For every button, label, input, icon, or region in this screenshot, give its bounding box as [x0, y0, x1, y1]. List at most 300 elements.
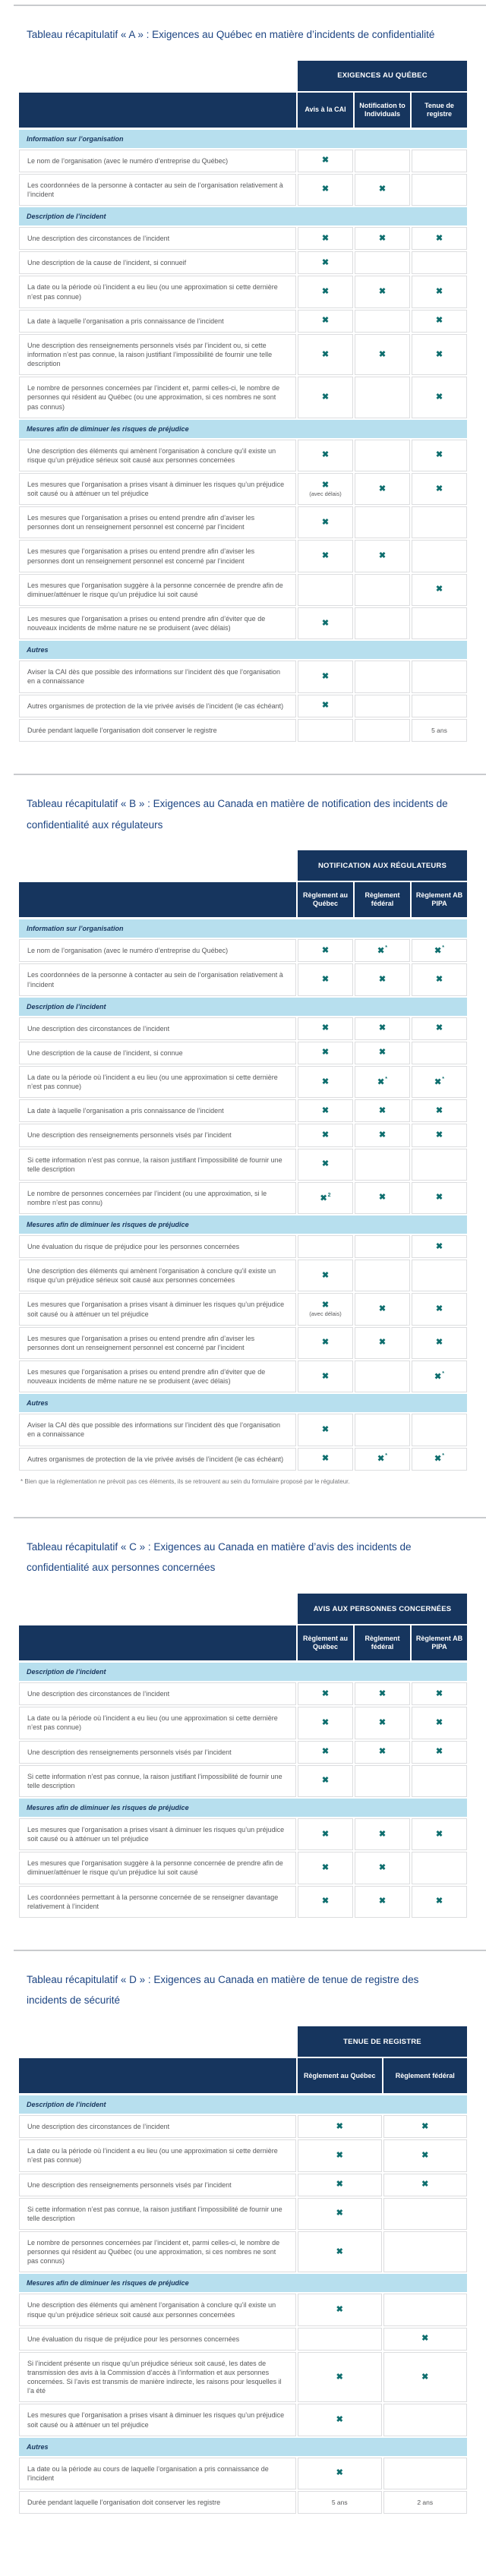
requirement-label: Les mesures que l’organisation a prises ou entend prendre afin d’éviter que de nouveaux incidents de même nature ne se produisent (avec délais): [19, 607, 296, 639]
group-header: NOTIFICATION AUX RÉGULATEURS: [298, 850, 467, 881]
check-cell: [298, 574, 353, 606]
requirement-label: Les mesures que l’organisation suggère à la personne concernée de prendre afin de diminuer/atténuer le risque qu’un préjudice lui soit causé: [19, 574, 296, 606]
check-cell: [383, 2328, 468, 2351]
table-row: [19, 719, 467, 742]
requirement-label: Aviser la CAI dès que possible des informations sur l’incident dès que l’organisation en a connaissance: [19, 1414, 296, 1446]
check-icon: ✖: [435, 1023, 443, 1033]
check-cell: [298, 2139, 382, 2171]
check-cell: [298, 2294, 382, 2325]
check-icon: ✖: [378, 349, 387, 359]
check-icon: ✖: [378, 233, 387, 243]
requirement-label: Une description des éléments qui amènent l’organisation à conclure qu’il existe un risque qu’un préjudice sérieux soit causé aux personnes concernées: [19, 1260, 296, 1291]
check-cell: [412, 334, 467, 375]
note-marker: 2: [327, 1192, 331, 1198]
column-header-spacer: [19, 1625, 296, 1660]
column-header: Notification to Individuals: [355, 93, 410, 128]
check-icon: ✖: [435, 316, 443, 326]
table-row: [19, 310, 467, 333]
check-cell: [298, 2404, 382, 2436]
check-note: (avec délais): [309, 490, 342, 497]
check-icon: ✖: [435, 233, 443, 243]
requirement-label: Le nom de l’organisation (avec le numéro d’entreprise du Québec): [19, 939, 296, 962]
check-cell: [298, 1852, 353, 1884]
check-icon: ✖: [321, 1747, 330, 1757]
check-cell: [355, 1707, 410, 1739]
table-row: [19, 1852, 467, 1884]
check-cell: [298, 251, 353, 274]
section-header: Information sur l’organisation: [19, 919, 467, 938]
table-row: [19, 1042, 467, 1064]
check-icon: ✖: [435, 1105, 443, 1115]
check-icon: ✖*: [377, 1453, 387, 1464]
check-cell: [412, 540, 467, 572]
requirement-label: Le nombre de personnes concernées par l’incident (ou une approximation, si le nombre n’est pas connu): [19, 1182, 296, 1214]
requirement-label: La date ou la période où l’incident a eu lieu (ou une approximation si cette dernière n’est pas connue): [19, 1066, 296, 1098]
check-cell: 5 ans: [298, 2491, 382, 2514]
check-cell: [412, 310, 467, 333]
footnote-marker: *: [385, 1076, 387, 1082]
check-cell: [355, 334, 410, 375]
check-icon: ✖: [435, 1688, 443, 1698]
table-row: [19, 2139, 467, 2171]
check-cell: [298, 1017, 353, 1040]
section-header: Description de l’incident: [19, 2095, 467, 2114]
requirement-label: La date ou la période où l’incident a eu lieu (ou une approximation si cette dernière n’est pas connue): [19, 1707, 296, 1739]
check-cell: [298, 310, 353, 333]
table-row: [19, 2458, 467, 2489]
check-icon: ✖: [421, 2150, 429, 2160]
check-icon: ✖: [435, 287, 443, 297]
group-header-row: [19, 850, 467, 881]
table-row: [19, 2404, 467, 2436]
check-cell: [298, 540, 353, 572]
group-header-spacer: [19, 61, 296, 91]
check-cell: [355, 251, 410, 274]
section-header: Mesures afin de diminuer les risques de préjudice: [19, 2274, 467, 2292]
table-row: [19, 150, 467, 172]
check-cell: [355, 1099, 410, 1122]
table-row: [19, 2328, 467, 2351]
check-icon: ✖: [336, 2209, 343, 2218]
group-header: TENUE DE REGISTRE: [298, 2026, 467, 2057]
check-note: (avec délais): [309, 1310, 342, 1318]
check-icon: ✖: [378, 1688, 387, 1698]
table-row: [19, 174, 467, 206]
requirement-label: Une évaluation du risque de préjudice pour les personnes concernées: [19, 2328, 296, 2351]
check-cell: [355, 1017, 410, 1040]
requirement-label: La date à laquelle l’organisation a pris connaissance de l’incident: [19, 1099, 296, 1122]
requirement-label: Les mesures que l’organisation a prises visant à diminuer les risques qu’un préjudice soit causé ou à atténuer un tel préjudice: [19, 1818, 296, 1850]
check-icon: ✖: [321, 349, 330, 359]
table-title: Tableau récapitulatif « D » : Exigences au Canada en matière de tenue de registre des incidents de sécurité: [27, 1973, 419, 2007]
check-cell: [412, 473, 467, 505]
check-cell: [298, 1765, 353, 1797]
table-row: [19, 695, 467, 717]
check-cell: [412, 1235, 467, 1258]
footnote-marker: *: [442, 1453, 444, 1459]
check-cell: [383, 2115, 468, 2138]
check-icon: ✖: [378, 1105, 387, 1115]
footnote-marker: *: [442, 944, 444, 951]
column-header-row: [19, 882, 467, 917]
check-cell: [298, 1327, 353, 1359]
check-cell: [298, 939, 353, 962]
check-icon: ✖: [321, 618, 330, 628]
check-cell: [355, 1066, 410, 1098]
check-cell: [298, 2174, 382, 2196]
requirement-label: Durée pendant laquelle l’organisation doit conserver les registre: [19, 2491, 296, 2514]
check-cell: [412, 1293, 467, 1325]
check-icon: ✖*: [434, 1370, 444, 1382]
section-header: Mesures afin de diminuer les risques de préjudice: [19, 420, 467, 438]
check-cell: [412, 1182, 467, 1214]
requirement-label: Une description des circonstances de l’incident: [19, 1017, 296, 1040]
check-cell: [383, 2174, 468, 2196]
check-cell: [298, 2352, 382, 2403]
section-divider: [14, 774, 486, 775]
check-cell: [355, 1235, 410, 1258]
requirement-label: Le nombre de personnes concernées par l’incident et, parmi celles-ci, le nombre de personnes qui résident au Québec (ou une approximation, si ces nombres ne sont pas connus): [19, 2231, 296, 2272]
check-cell: [412, 506, 467, 538]
section-divider: [14, 1517, 486, 1518]
check-cell: [298, 473, 353, 505]
table-row: [19, 1293, 467, 1325]
check-icon: ✖: [336, 2121, 343, 2131]
check-cell: [355, 310, 410, 333]
table-body: [19, 2095, 467, 2514]
check-icon: ✖: [435, 1193, 443, 1203]
check-icon: ✖: [321, 316, 330, 326]
check-icon: ✖: [321, 1105, 330, 1115]
section-divider: [14, 1950, 486, 1951]
table-row: [19, 2491, 467, 2514]
check-cell: [298, 2198, 382, 2230]
check-cell: [355, 1124, 410, 1146]
section-header: Autres: [19, 2438, 467, 2456]
check-icon: ✖*: [434, 944, 444, 956]
table-row: [19, 1682, 467, 1705]
check-icon: ✖: [378, 287, 387, 297]
check-icon: ✖: [321, 1048, 330, 1058]
check-icon: ✖: [336, 2150, 343, 2160]
summary-table-block: [19, 5, 467, 742]
column-header-row: [19, 93, 467, 128]
table-row: [19, 251, 467, 274]
check-cell: [298, 1182, 353, 1214]
check-cell: [355, 473, 410, 505]
check-cell: [412, 1741, 467, 1764]
table-row: [19, 1182, 467, 1214]
check-icon: ✖: [321, 156, 330, 166]
column-header: Règlement au Québec: [298, 882, 353, 917]
table-row: [19, 1818, 467, 1850]
check-cell: [412, 1448, 467, 1471]
check-cell: [355, 150, 410, 172]
check-icon: ✖: [321, 517, 330, 527]
check-cell: [412, 1260, 467, 1291]
section-header: Description de l’incident: [19, 1663, 467, 1681]
check-cell: [355, 174, 410, 206]
table-row: [19, 1017, 467, 1040]
check-cell: [355, 377, 410, 418]
section-header: Information sur l’organisation: [19, 130, 467, 148]
check-cell: [355, 661, 410, 692]
check-cell: [412, 661, 467, 692]
check-cell: [355, 1042, 410, 1064]
table-row: [19, 1124, 467, 1146]
requirement-label: La date ou la période où l’incident a eu lieu (ou une approximation si cette dernière n’est pas connue): [19, 276, 296, 307]
check-cell: [298, 1149, 353, 1181]
requirement-label: La date à laquelle l’organisation a pris connaissance de l’incident: [19, 310, 296, 333]
table-row: [19, 2115, 467, 2138]
requirement-label: La date ou la période au cours de laquelle l’organisation a pris connaissance de l’incident: [19, 2458, 296, 2489]
check-icon: ✖: [321, 1424, 330, 1434]
check-cell: 5 ans: [412, 719, 467, 742]
check-cell: [355, 1852, 410, 1884]
requirement-label: Une description des circonstances de l’incident: [19, 1682, 296, 1705]
check-cell: [412, 440, 467, 471]
check-cell: [383, 2458, 468, 2489]
requirement-label: Autres organismes de protection de la vie privée avisés de l’incident (le cas échéant): [19, 695, 296, 717]
check-icon: ✖: [336, 2468, 343, 2478]
check-cell: [355, 1182, 410, 1214]
group-header-row: [19, 2026, 467, 2057]
requirement-label: Une description des éléments qui amènent l’organisation à conclure qu’il existe un risque qu’un préjudice sérieux soit causé aux personnes concernées: [19, 2294, 296, 2325]
requirement-label: Une description des circonstances de l’incident: [19, 227, 296, 250]
check-icon: ✖: [321, 1371, 330, 1381]
check-cell: [412, 1852, 467, 1884]
check-cell: [412, 1149, 467, 1181]
requirement-label: Les coordonnées permettant à la personne concernée de se renseigner davantage relativement à l’incident: [19, 1886, 296, 1918]
table-row: [19, 227, 467, 250]
check-cell: [355, 607, 410, 639]
check-icon: ✖: [378, 1897, 387, 1906]
check-cell: [412, 963, 467, 995]
check-icon: ✖: [321, 184, 330, 194]
check-cell: [355, 939, 410, 962]
table-row: [19, 2231, 467, 2272]
check-icon: ✖: [321, 1776, 330, 1786]
check-cell: [355, 506, 410, 538]
check-cell: [298, 719, 353, 742]
table-row: [19, 1066, 467, 1098]
table-title: Tableau récapitulatif « A » : Exigences au Québec en matière d’incidents de confidentialité: [27, 29, 435, 40]
check-cell: [355, 1293, 410, 1325]
check-cell: [412, 1361, 467, 1392]
requirement-label: Une description des éléments qui amènent l’organisation à conclure qu’il existe un risque qu’un préjudice sérieux soit causé aux personnes concernées: [19, 440, 296, 471]
column-header: Règlement fédéral: [355, 1625, 410, 1660]
requirement-label: Les mesures que l’organisation suggère à la personne concernée de prendre afin de diminuer/atténuer le risque qu’un préjudice lui soit causé: [19, 1852, 296, 1884]
check-icon: ✖: [321, 701, 330, 711]
check-icon: ✖: [421, 2372, 429, 2382]
requirement-label: Les mesures que l’organisation a prises ou entend prendre afin d’aviser les personnes dont un renseignement personnel est concerné par l’incident: [19, 1327, 296, 1359]
check-cell: [412, 150, 467, 172]
check-cell: [298, 1124, 353, 1146]
check-cell: [355, 1327, 410, 1359]
table-row: [19, 939, 467, 962]
check-cell: [298, 2115, 382, 2138]
requirement-label: Si cette information n’est pas connue, la raison justifiant l’impossibilité de fournir une telle description: [19, 2198, 296, 2230]
check-icon: ✖: [321, 1688, 330, 1698]
requirement-label: Une évaluation du risque de préjudice pour les personnes concernées: [19, 1235, 296, 1258]
check-icon: ✖: [378, 1304, 387, 1314]
check-cell: [412, 574, 467, 606]
section-header: Description de l’incident: [19, 207, 467, 225]
check-cell: [298, 2458, 382, 2489]
check-icon: ✖: [378, 1338, 387, 1348]
table-title: Tableau récapitulatif « B » : Exigences au Canada en matière de notification des incidents de confidentialité aux régulateurs: [27, 797, 448, 831]
check-icon: ✖: [321, 480, 330, 490]
check-icon: ✖: [321, 233, 330, 243]
check-cell: [412, 1042, 467, 1064]
check-cell: [355, 1414, 410, 1446]
table-row: [19, 1414, 467, 1446]
section-header: Description de l’incident: [19, 998, 467, 1016]
check-icon: ✖$^2$: [320, 1192, 331, 1203]
check-cell: [412, 251, 467, 274]
summary-table-block: [19, 774, 467, 1485]
table-row: [19, 1235, 467, 1258]
column-header: Règlement fédéral: [355, 882, 410, 917]
check-cell: [298, 1260, 353, 1291]
table-row: [19, 1149, 467, 1181]
check-icon: ✖: [378, 1747, 387, 1757]
check-icon: ✖: [435, 1304, 443, 1314]
column-header-row: [19, 1625, 467, 1660]
check-icon: ✖: [435, 1747, 443, 1757]
check-cell: [412, 1099, 467, 1122]
check-icon: ✖: [321, 1338, 330, 1348]
group-header: EXIGENCES AU QUÉBEC: [298, 61, 467, 91]
column-header-spacer: [19, 2058, 296, 2093]
check-icon: ✖: [336, 2415, 343, 2425]
check-cell: [298, 607, 353, 639]
check-icon: ✖: [435, 349, 443, 359]
table-row: [19, 440, 467, 471]
table-row: [19, 1886, 467, 1918]
requirement-label: Durée pendant laquelle l’organisation doit conserver le registre: [19, 719, 296, 742]
check-cell: [298, 2328, 382, 2351]
table-row: [19, 661, 467, 692]
check-icon: ✖: [435, 1338, 443, 1348]
check-cell: [298, 1066, 353, 1098]
column-header-row: [19, 2058, 467, 2093]
footnote-marker: *: [385, 944, 387, 951]
check-icon: ✖: [321, 1862, 330, 1872]
section-divider: [14, 5, 486, 6]
check-icon: ✖: [321, 1023, 330, 1033]
table-row: [19, 473, 467, 505]
requirement-label: Les mesures que l’organisation a prises visant à diminuer les risques qu’un préjudice soit causé ou à atténuer un tel préjudice: [19, 473, 296, 505]
check-cell: [355, 1765, 410, 1797]
section-header: Mesures afin de diminuer les risques de préjudice: [19, 1215, 467, 1234]
check-cell: [298, 1042, 353, 1064]
requirement-label: Le nombre de personnes concernées par l’incident et, parmi celles-ci, le nombre de personnes qui résident au Québec (ou une approximation, si ces nombres ne sont pas connus): [19, 377, 296, 418]
check-cell: [298, 1682, 353, 1705]
check-icon: ✖: [378, 1193, 387, 1203]
group-header-row: [19, 61, 467, 91]
check-icon: ✖: [378, 1862, 387, 1872]
column-header: Règlement fédéral: [383, 2058, 468, 2093]
check-cell: [298, 963, 353, 995]
check-cell: [355, 1741, 410, 1764]
section-header: Autres: [19, 641, 467, 659]
check-cell: [383, 2231, 468, 2272]
check-cell: [355, 1149, 410, 1181]
table-body: [19, 1663, 467, 1918]
table-row: [19, 1765, 467, 1797]
check-icon: ✖: [321, 1077, 330, 1086]
table-row: [19, 2174, 467, 2196]
check-icon: ✖: [321, 257, 330, 267]
table-row: [19, 334, 467, 375]
requirement-label: La date ou la période où l’incident a eu lieu (ou une approximation si cette dernière n’est pas connue): [19, 2139, 296, 2171]
check-cell: [412, 1124, 467, 1146]
check-icon: ✖: [435, 1130, 443, 1140]
check-cell: [355, 440, 410, 471]
check-icon: ✖*: [434, 1076, 444, 1087]
table-row: [19, 2352, 467, 2403]
requirement-label: Une description des renseignements personnels visés par l’incident: [19, 2174, 296, 2196]
check-cell: [298, 334, 353, 375]
check-cell: [298, 276, 353, 307]
group-header-spacer: [19, 2026, 296, 2057]
requirement-label: Si cette information n’est pas connue, la raison justifiant l’impossibilité de fournir une telle description: [19, 1765, 296, 1797]
check-cell: [298, 2231, 382, 2272]
requirement-label: Les mesures que l’organisation a prises ou entend prendre afin d’éviter que de nouveaux incidents de même nature ne se produisent (avec délais): [19, 1361, 296, 1392]
check-cell: [355, 574, 410, 606]
group-header: AVIS AUX PERSONNES CONCERNÉES: [298, 1594, 467, 1624]
check-icon: ✖: [378, 1829, 387, 1839]
check-cell: [355, 540, 410, 572]
check-icon: ✖: [321, 287, 330, 297]
requirement-label: Les coordonnées de la personne à contacter au sein de l’organisation relativement à l’incident: [19, 174, 296, 206]
check-cell: [298, 1235, 353, 1258]
column-header: Règlement au Québec: [298, 1625, 353, 1660]
check-icon: ✖: [378, 1130, 387, 1140]
table-row: [19, 1361, 467, 1392]
table-row: [19, 1099, 467, 1122]
table-row: [19, 963, 467, 995]
check-cell: [412, 1017, 467, 1040]
footnote-marker: *: [385, 1453, 387, 1459]
table-row: [19, 2198, 467, 2230]
requirement-label: Une description des renseignements personnels visés par l’incident ou, si cette information n’est pas connue, la raison justifiant l’impossibilité de fournir une telle description: [19, 334, 296, 375]
summary-table-block: [19, 1950, 467, 2514]
check-cell: [355, 227, 410, 250]
check-cell: [412, 1066, 467, 1098]
check-icon: ✖: [435, 1241, 443, 1251]
table-body: [19, 919, 467, 1471]
table-row: [19, 276, 467, 307]
check-icon: ✖: [321, 1270, 330, 1280]
check-cell: [412, 607, 467, 639]
check-icon: ✖*: [377, 1076, 387, 1087]
check-cell: [298, 150, 353, 172]
requirement-label: Les mesures que l’organisation a prises visant à diminuer les risques qu’un préjudice soit causé ou à atténuer un tel préjudice: [19, 2404, 296, 2436]
check-cell: 2 ans: [383, 2491, 468, 2514]
check-icon: ✖: [321, 551, 330, 561]
check-cell: [298, 377, 353, 418]
column-header-spacer: [19, 93, 296, 128]
table-row: [19, 1327, 467, 1359]
check-cell: [412, 1765, 467, 1797]
check-cell: [298, 506, 353, 538]
footnote-marker: *: [442, 1370, 444, 1376]
requirement-label: Les coordonnées de la personne à contacter au sein de l’organisation relativement à l’incident: [19, 963, 296, 995]
check-cell: [412, 377, 467, 418]
table-row: [19, 1260, 467, 1291]
